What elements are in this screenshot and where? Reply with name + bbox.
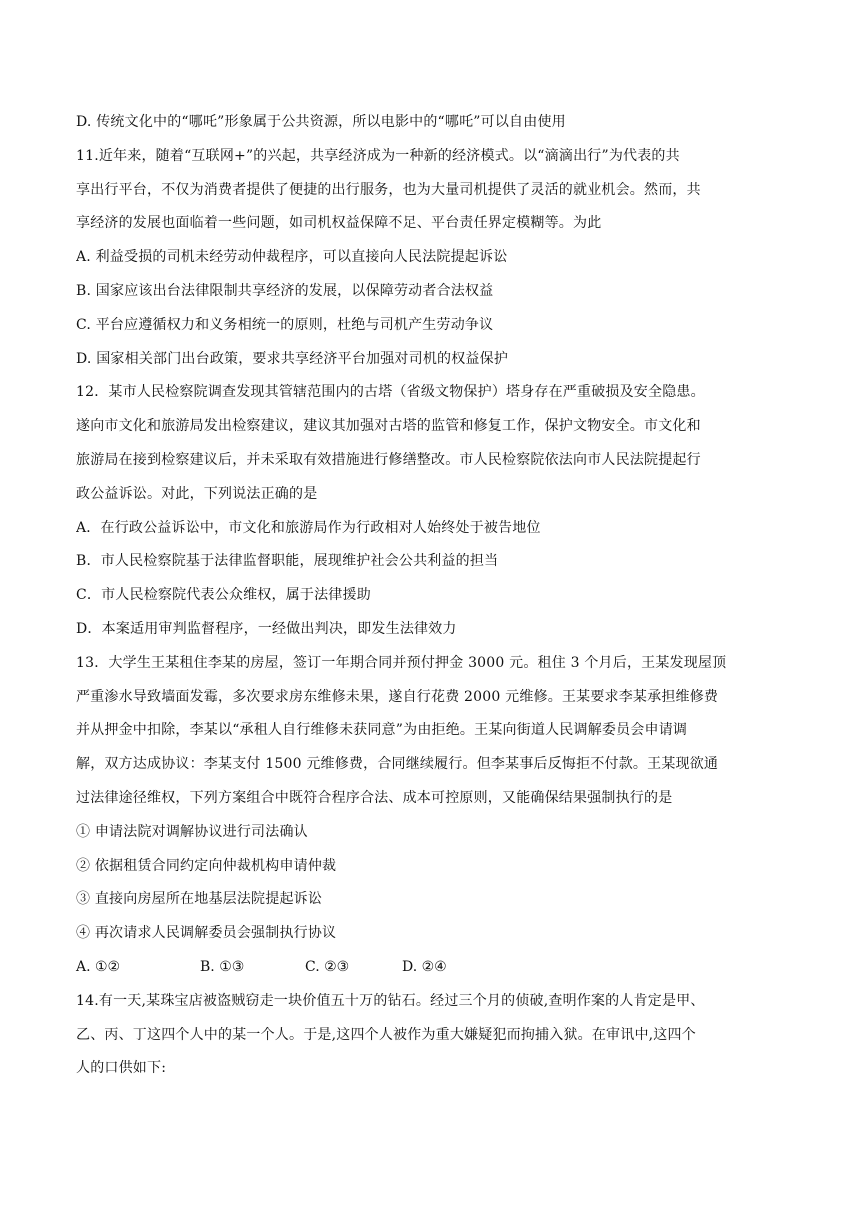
question-12-stem-line: 政公益诉讼。对此，下列说法正确的是: [76, 485, 318, 502]
question-12-stem-line: 12．某市人民检察院调查发现其管辖范围内的古塔（省级文物保护）塔身存在严重破损及安全隐患。: [76, 384, 705, 401]
question-13-stem-line: 并从押金中扣除，李某以“承租人自行维修未获同意”为由拒绝。王某向街道人民调解委员会申请调: [76, 722, 688, 739]
question-14-stem-line: 14.有一天,某珠宝店被盗贼窃走一块价值五十万的钻石。经过三个月的侦破,查明作案的人肯定是甲、: [76, 992, 705, 1009]
question-14: [76, 985, 788, 1086]
prev-question-option-d: D. 传统文化中的“哪吒”形象属于公共资源，所以电影中的“哪吒”可以自由使用: [76, 114, 566, 130]
question-11-option-a: A. 利益受损的司机未经劳动仲裁程序，可以直接向人民法院提起诉讼: [76, 249, 508, 266]
question-13-stem-line: 13．大学生王某租住李某的房屋，签订一年期合同并预付押金 3000 元。租住 3 个月后，王某发现屋顶: [76, 654, 727, 671]
question-13-choice-b: B. ①③: [200, 958, 245, 975]
question-13-item-3: ③ 直接向房屋所在地基层法院提起诉讼: [76, 891, 323, 908]
question-13: [76, 647, 788, 985]
question-12-stem-line: 旅游局在接到检察建议后，并未采取有效措施进行修缮整改。市人民检察院依法向市人民法院提起行: [76, 451, 701, 468]
question-13-choice-c: C. ②③: [305, 958, 350, 975]
question-14-stem-line: 人的口供如下:: [76, 1060, 167, 1077]
question-13-item-1: ① 申请法院对调解协议进行司法确认: [76, 823, 308, 840]
question-11-option-c: C. 平台应遵循权力和义务相统一的原则，杜绝与司机产生劳动争议: [76, 316, 494, 333]
question-11-stem-line: 11.近年来，随着“互联网+”的兴起，共享经济成为一种新的经济模式。以“滴滴出行”为代表的共: [76, 147, 680, 164]
question-11-option-d: D. 国家相关部门出台政策，要求共享经济平台加强对司机的权益保护: [76, 350, 509, 367]
document-body: [76, 106, 788, 1086]
question-12-option-b: B．市人民检察院基于法律监督职能，展现维护社会公共利益的担当: [76, 553, 499, 570]
question-13-choices: [76, 951, 788, 985]
question-13-stem-line: 严重渗水导致墙面发霉，多次要求房东维修未果，遂自行花费 2000 元维修。王某要求李某承担维修费: [76, 688, 719, 705]
question-13-item-4: ④ 再次请求人民调解委员会强制执行协议: [76, 925, 337, 942]
question-11-stem-line: 享出行平台，不仅为消费者提供了便捷的出行服务，也为大量司机提供了灵活的就业机会。然而，共: [76, 181, 701, 198]
question-13-stem-line: 过法律途径维权，下列方案组合中既符合程序合法、成本可控原则，又能确保结果强制执行的是: [76, 789, 673, 806]
question-13-choice-d: D. ②④: [402, 958, 447, 975]
question-12-stem-line: 遂向市文化和旅游局发出检察建议，建议其加强对古塔的监管和修复工作，保护文物安全。市文化和: [76, 418, 701, 435]
question-12-option-c: C．市人民检察院代表公众维权，属于法律援助: [76, 587, 371, 604]
question-12-option-d: D．本案适用审判监督程序，一经做出判决，即发生法律效力: [76, 620, 457, 637]
question-11-stem-line: 享经济的发展也面临着一些问题，如司机权益保障不足、平台责任界定模糊等。为此: [76, 215, 602, 232]
question-13-stem-line: 解，双方达成协议：李某支付 1500 元维修费，合同继续履行。但李某事后反悔拒不付款。王某现欲通: [76, 756, 719, 773]
question-12-option-a: A．在行政公益诉讼中，市文化和旅游局作为行政相对人始终处于被告地位: [76, 519, 541, 536]
question-13-choice-a: A. ①②: [76, 958, 121, 975]
question-12: [76, 376, 788, 646]
question-11-option-b: B. 国家应该出台法律限制共享经济的发展，以保障劳动者合法权益: [76, 282, 494, 299]
question-11: [76, 140, 788, 377]
question-14-stem-line: 乙、丙、丁这四个人中的某一个人。于是,这四个人被作为重大嫌疑犯而拘捕入狱。在审讯中,这四个: [76, 1026, 696, 1043]
question-13-item-2: ② 依据租赁合同约定向仲裁机构申请仲裁: [76, 857, 337, 874]
